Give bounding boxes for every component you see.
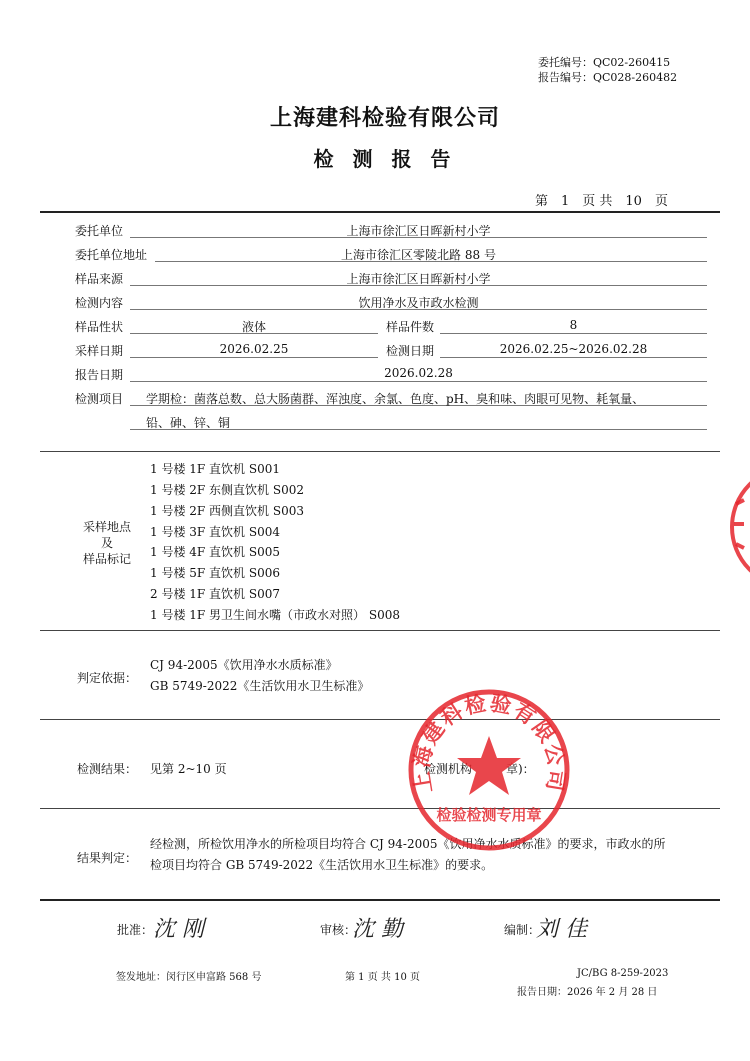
sampling-label-2: 及 [100, 536, 113, 550]
sampling-date-value: 2026.02.25 [219, 342, 289, 356]
items-line-1: 学期检：菌落总数、总大肠菌群、浑浊度、余氯、色度、pH、臭和味、肉眼可见物、耗氧量、 [146, 392, 645, 406]
sample-source-value: 上海市徐汇区日晖新村小学 [346, 272, 491, 286]
sampling-point: 1 号楼 5F 直饮机 S006 [150, 566, 280, 580]
page-indicator: 第 1 页 共 10 页 [535, 194, 668, 209]
items-line-2: 铅、砷、锌、铜 [146, 416, 231, 430]
items-label: 检测项目 [75, 392, 124, 406]
approve-label: 批准： [117, 923, 154, 937]
report-date-value: 2026.02.28 [384, 366, 453, 380]
sampling-point: 1 号楼 1F 直饮机 S001 [150, 462, 280, 476]
conclusion-line-1: 经检测，所检饮用净水的所检项目均符合 CJ 94-2005《饮用净水水质标准》的要求，市政水的所 [150, 837, 666, 851]
sampling-date-underline [130, 357, 378, 358]
basis-label: 判定依据： [77, 671, 138, 685]
test-date-value: 2026.02.25~2026.02.28 [499, 342, 648, 356]
footer-report-date: 报告日期：2026 年 2 月 28 日 [517, 987, 658, 998]
result-value: 见第 2~10 页 [150, 762, 227, 776]
sampling-point: 1 号楼 3F 直饮机 S004 [150, 525, 280, 539]
count-underline [440, 333, 707, 334]
seal-note-b: 章)： [506, 762, 535, 776]
cross-page-seal [722, 464, 750, 590]
test-date-label: 检测日期 [386, 344, 435, 358]
client-address-value: 上海市徐汇区零陵北路 88 号 [341, 248, 496, 262]
nature-label: 样品性状 [75, 320, 124, 334]
section-rule-3 [40, 719, 720, 720]
sampling-point: 1 号楼 1F 男卫生间水嘴（市政水对照） S008 [150, 608, 400, 622]
sampling-label-3: 样品标记 [82, 552, 131, 566]
report-date-label: 报告日期 [75, 368, 124, 382]
test-date-underline [440, 357, 707, 358]
author-signature: 刘 佳 [536, 917, 587, 942]
conclusion-label: 结果判定： [77, 851, 138, 865]
commission-number: 委托编号：QC02-260415 [538, 56, 671, 69]
review-label: 审核： [320, 923, 357, 937]
sampling-date-label: 采样日期 [75, 344, 124, 358]
content-label: 检测内容 [75, 296, 124, 310]
author-label: 编制： [504, 923, 541, 937]
approve-signature: 沈 刚 [153, 917, 204, 942]
sampling-point: 1 号楼 4F 直饮机 S005 [150, 545, 280, 559]
company-title: 上海建科检验有限公司 [269, 106, 500, 131]
client-label: 委托单位 [75, 224, 124, 238]
count-value: 8 [569, 318, 578, 332]
content-value: 饮用净水及市政水检测 [358, 296, 479, 310]
official-seal [405, 686, 573, 854]
client-address-label: 委托单位地址 [75, 248, 148, 262]
footer-issue-address: 签发地址：闵行区申富路 568 号 [116, 972, 262, 983]
count-label: 样品件数 [386, 320, 435, 334]
section-rule-1 [40, 451, 720, 452]
report-number: 报告编号：QC028-260482 [538, 71, 678, 84]
sample-source-label: 样品来源 [75, 272, 124, 286]
bottom-rule [40, 899, 720, 901]
seal-top-text: 上海建科检验有限公司 [409, 690, 569, 795]
basis-line-1: CJ 94-2005《饮用净水水质标准》 [150, 658, 338, 672]
section-rule-2 [40, 630, 720, 631]
seal-note-a: 检测机构 [424, 762, 473, 776]
seal-bottom-text: 检验检测专用章 [436, 806, 542, 824]
sampling-label-1: 采样地点 [82, 520, 131, 534]
client-value: 上海市徐汇区日晖新村小学 [346, 224, 491, 238]
sampling-point: 1 号楼 2F 西侧直饮机 S003 [150, 504, 304, 518]
top-rule [40, 211, 720, 213]
sampling-point: 2 号楼 1F 直饮机 S007 [150, 587, 280, 601]
sampling-point: 1 号楼 2F 东侧直饮机 S002 [150, 483, 304, 497]
review-signature: 沈 勤 [352, 917, 403, 942]
seal-star-icon [457, 736, 521, 795]
footer-page: 第 1 页 共 10 页 [345, 972, 420, 983]
conclusion-line-2: 检项目均符合 GB 5749-2022《生活饮用水卫生标准》的要求。 [150, 858, 494, 872]
report-title: 检 测 报 告 [313, 147, 457, 171]
result-label: 检测结果： [77, 762, 138, 776]
report-date-underline [130, 381, 707, 382]
section-rule-4 [40, 808, 720, 809]
basis-line-2: GB 5749-2022《生活饮用水卫生标准》 [150, 679, 370, 693]
footer-doc-code: JC/BG 8-259-2023 [577, 968, 669, 979]
nature-value: 液体 [241, 320, 266, 334]
